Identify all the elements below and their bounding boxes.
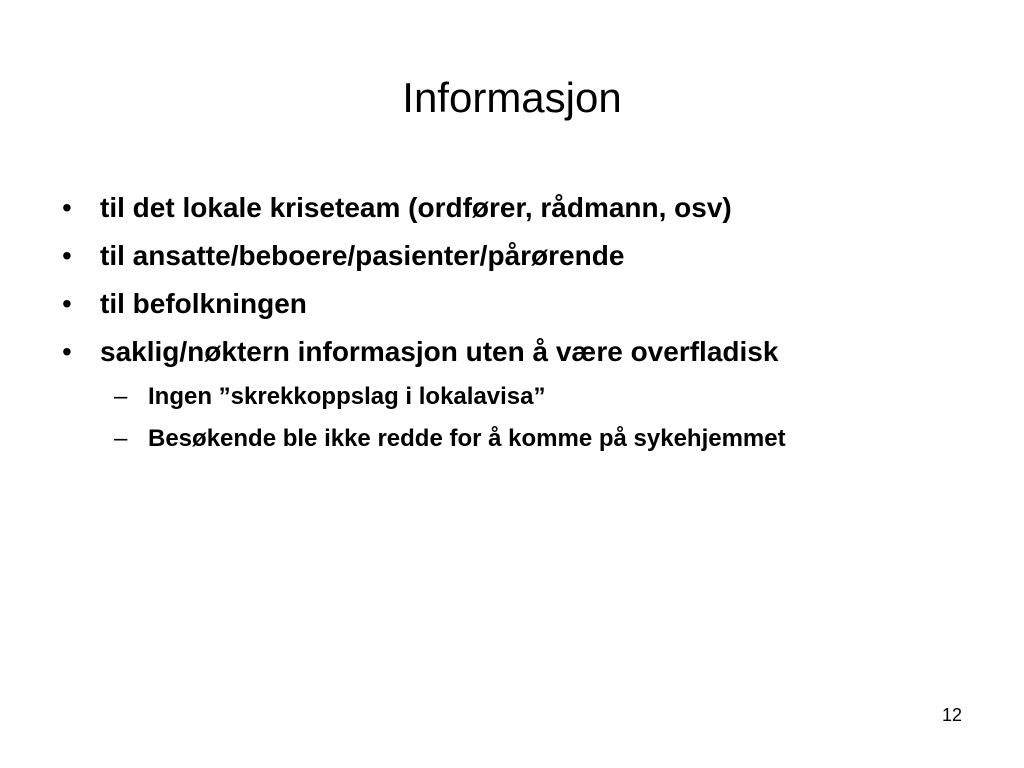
bullet-text: saklig/nøktern informasjon uten å være overfladisk (100, 336, 779, 367)
bullet-text: til det lokale kriseteam (ordfører, rådmann, osv) (100, 192, 732, 223)
bullet-marker: • (62, 240, 72, 271)
page-number: 12 (941, 705, 962, 725)
bullet-list (62, 188, 982, 464)
bullet-marker: • (62, 288, 72, 319)
bullet-item (62, 332, 982, 380)
sub-bullet-group (62, 380, 982, 464)
bullet-item (62, 236, 982, 284)
bullet-marker: • (62, 336, 72, 367)
bullet-item (62, 284, 982, 332)
dash-marker: – (114, 383, 128, 410)
sub-bullet-list (114, 380, 1024, 464)
dash-marker: – (114, 425, 128, 452)
sub-bullet-text: Besøkende ble ikke redde for å komme på sykehjemmet (148, 425, 786, 452)
sub-bullet-item (114, 422, 1024, 464)
bullet-marker: • (62, 192, 72, 223)
bullet-text: til ansatte/beboere/pasienter/pårørende (100, 240, 625, 271)
slide-title: Informasjon (402, 74, 622, 121)
sub-bullet-text: Ingen ”skrekkoppslag i lokalavisa” (148, 383, 546, 410)
bullet-item (62, 188, 982, 236)
bullet-text: til befolkningen (100, 288, 307, 319)
sub-bullet-item (114, 380, 1024, 422)
